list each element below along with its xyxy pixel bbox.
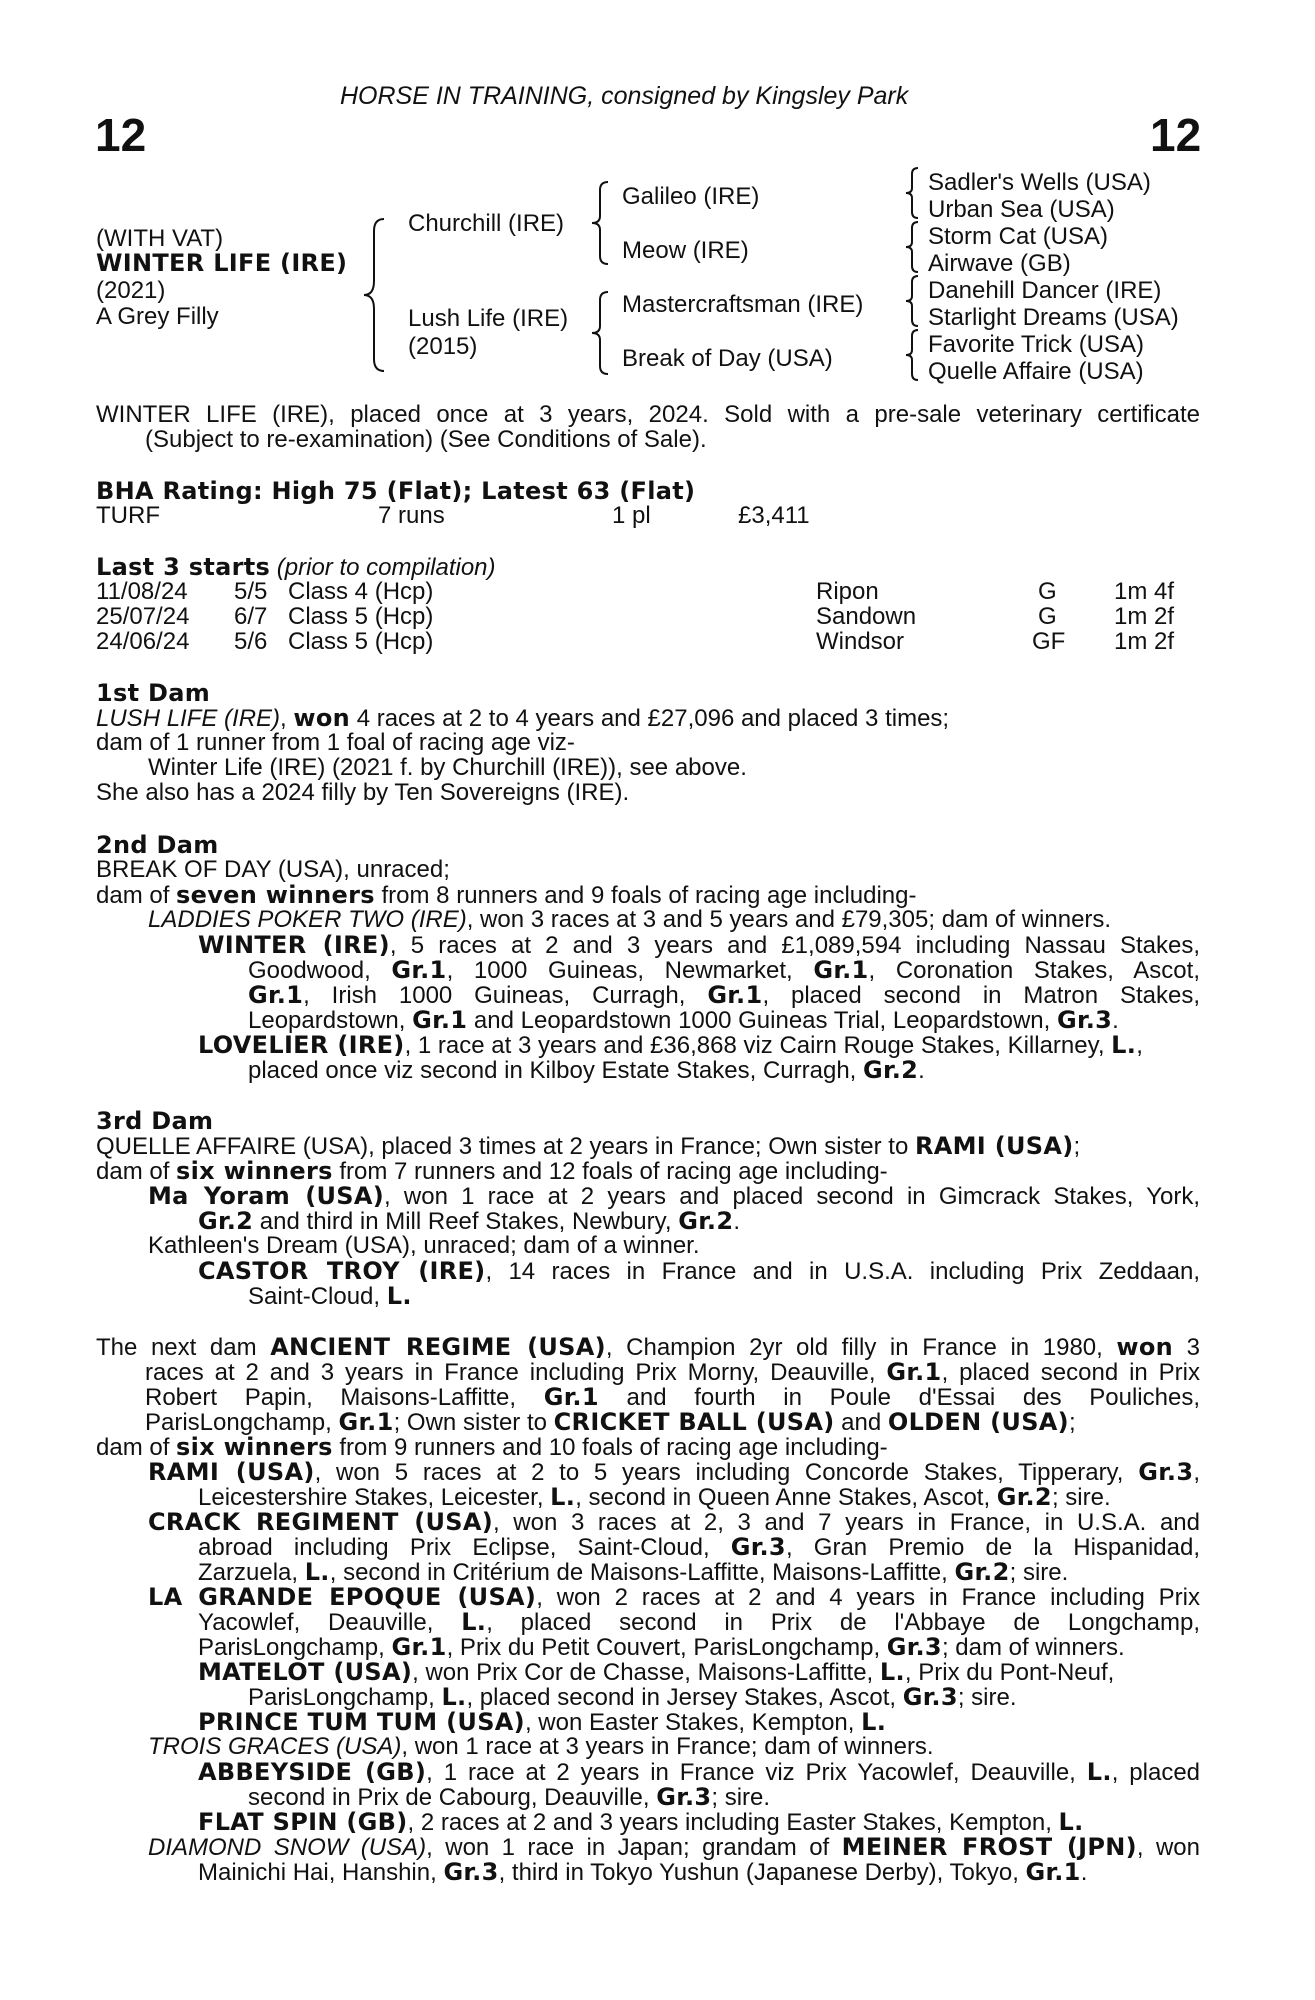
dam3-yoram-line-1 — [148, 1183, 1200, 1209]
abbey-line-1 — [198, 1759, 1200, 1785]
pedigree-sire-sire: Galileo (IRE) — [622, 183, 760, 210]
start-class: Class 5 (Hcp) — [288, 603, 434, 630]
pedigree-brace-g2 — [902, 220, 922, 274]
vat-label: (WITH VAT) — [96, 225, 224, 252]
text: and fourth in Poule d'Essai des Pouliches, — [598, 1384, 1200, 1410]
dam1-heading: 1st Dam — [96, 679, 211, 707]
pedigree-g7: Favorite Trick (USA) — [928, 331, 1145, 358]
listed-label: L. — [441, 1683, 467, 1711]
text: , second in Queen Anne Stakes, Ascot, — [575, 1484, 997, 1511]
listed-label: L. — [861, 1708, 887, 1736]
text: Mainichi Hai, Hanshin, — [198, 1859, 444, 1886]
horse-name-bold: CRACK REGIMENT (USA) — [148, 1509, 494, 1535]
start-course: Sandown — [816, 603, 917, 630]
start-going: G — [1038, 578, 1057, 605]
intro-line-2: (Subject to re-examination) (See Conditions of Sale). — [145, 426, 707, 453]
listed-label: L. — [1058, 1808, 1084, 1836]
text: Leicestershire Stakes, Leicester, — [198, 1484, 551, 1511]
dam3-castor-line-1 — [198, 1258, 1200, 1284]
text: , won 2 races at 2 and 4 years in France including Prix — [536, 1584, 1200, 1610]
text: , won 1 race in Japan; grandam of — [426, 1834, 842, 1860]
text: dam of — [96, 1158, 177, 1185]
start-course: Ripon — [816, 578, 879, 605]
text: dam of — [96, 1434, 177, 1461]
listed-label: L. — [1086, 1759, 1112, 1785]
flat-line — [198, 1809, 1084, 1835]
lot-number-left: 12 — [95, 109, 147, 161]
lot-number-right: 12 — [1150, 109, 1202, 161]
lge-line-1 — [148, 1584, 1200, 1610]
text: second in Prix de Cabourg, Deauville, — [248, 1784, 657, 1811]
dam1-line-1: LUSH LIFE (IRE), won 4 races at 2 to 4 years and £27,096 and placed 3 times; — [96, 704, 950, 732]
horse-name-bold: FLAT SPIN (GB) — [198, 1808, 408, 1836]
grade-label: Gr.2 — [198, 1207, 254, 1235]
dam3-line-2 — [96, 1158, 888, 1184]
matelot-line-2 — [248, 1684, 1017, 1710]
text: , won 3 races at 3 and 5 years and £79,305; dam of winners. — [466, 906, 1112, 933]
start-distance: 1m 2f — [1114, 628, 1175, 655]
text: , Champion 2yr old filly in France in 1980, — [605, 1334, 1117, 1360]
horse-name: WINTER LIFE (IRE) — [96, 249, 348, 277]
grade-label: Gr.3 — [656, 1783, 712, 1811]
last-starts-note: (prior to compilation) — [276, 554, 496, 581]
text: , 14 races in France and in U.S.A. including Prix Zeddaan, — [485, 1258, 1200, 1284]
pedigree-dam: Lush Life (IRE) — [408, 305, 569, 332]
text: , Irish 1000 Guineas, Curragh, — [303, 982, 708, 1008]
grade-label: Gr.3 — [902, 1683, 958, 1711]
text: , placed — [1111, 1759, 1200, 1785]
horse-name-bold: LA GRANDE EPOQUE (USA) — [148, 1584, 537, 1610]
horse-name-bold: RAMI (USA) — [148, 1459, 315, 1485]
text: , Coronation Stakes, Ascot, — [868, 957, 1200, 983]
grade-label: Gr.3 — [1056, 1006, 1113, 1034]
last-starts-heading — [96, 554, 496, 580]
page-header-title: HORSE IN TRAINING, consigned by Kingsley Park — [340, 82, 909, 110]
dam2-line-1: BREAK OF DAY (USA), unraced; — [96, 856, 450, 883]
text: ; dam of winners. — [941, 1634, 1125, 1661]
dam2-lovelier-line-1 — [198, 1032, 1143, 1058]
text: ParisLongchamp, — [145, 1409, 339, 1436]
trois-line — [148, 1734, 934, 1760]
pedigree-sire-dam: Meow (IRE) — [622, 237, 749, 264]
text: . — [733, 1208, 741, 1235]
crack-line-3 — [198, 1559, 1068, 1585]
horse-name-bold: RAMI (USA) — [914, 1132, 1074, 1160]
grade-label: Gr.1 — [391, 1633, 447, 1661]
grade-label: Gr.2 — [996, 1483, 1052, 1511]
text: ; sire. — [957, 1684, 1017, 1711]
text: Yacowlef, Deauville, — [198, 1609, 462, 1635]
text: , second in Critérium de Maisons-Laffitte, Maisons-Laffitte, — [329, 1559, 955, 1586]
grade-label: Gr.1 — [412, 1006, 468, 1034]
grade-label: Gr.2 — [678, 1207, 734, 1235]
horse-name-bold: ABBEYSIDE (GB) — [198, 1759, 427, 1785]
start-class: Class 5 (Hcp) — [288, 628, 434, 655]
horse-name-italic: TROIS GRACES (USA) — [148, 1733, 402, 1760]
dam2-heading: 2nd Dam — [96, 831, 219, 859]
text: , — [1193, 1459, 1200, 1485]
text: , placed second in Jersey Stakes, Ascot, — [466, 1684, 903, 1711]
text: . — [918, 1057, 925, 1084]
dam3-heading: 3rd Dam — [96, 1107, 214, 1135]
dam2-laddies — [148, 907, 1111, 933]
horse-name-bold: CRICKET BALL (USA) — [553, 1408, 835, 1436]
dam2-winter-line-3 — [248, 982, 1200, 1008]
crack-line-1 — [148, 1509, 1200, 1535]
text: , placed second in Matron Stakes, — [762, 982, 1200, 1008]
dam1-line-4: She also has a 2024 filly by Ten Sovereigns (IRE). — [96, 779, 630, 806]
text: , 5 races at 2 and 3 years and £1,089,594 including Nassau Stakes, — [389, 932, 1200, 958]
horse-name-bold: Ma Yoram (USA) — [148, 1183, 385, 1209]
grade-label: Gr.3 — [886, 1633, 942, 1661]
grade-label: Gr.3 — [730, 1534, 786, 1560]
horse-name-bold: MATELOT (USA) — [198, 1658, 413, 1686]
start-date: 25/07/24 — [96, 603, 190, 630]
pedigree-brace-g1 — [902, 166, 922, 220]
grade-label: Gr.1 — [543, 1384, 599, 1410]
pedigree-brace-main — [360, 215, 390, 375]
prince-line — [198, 1709, 886, 1735]
horse-name-bold: ANCIENT REGIME (USA) — [270, 1334, 606, 1360]
intro-line-1: WINTER LIFE (IRE), placed once at 3 years, 2024. Sold with a pre-sale veterinary certificate — [96, 402, 1200, 428]
horse-name-italic: DIAMOND SNOW (USA) — [148, 1834, 427, 1860]
pedigree-brace-g4 — [902, 328, 922, 382]
grade-label: Gr.1 — [248, 982, 304, 1008]
rating-runs: 7 runs — [378, 502, 445, 529]
text: , third in Tokyo Yushun (Japanese Derby), Tokyo, — [498, 1859, 1026, 1886]
rating-placed: 1 pl — [612, 502, 651, 529]
rami-line-1 — [148, 1459, 1200, 1485]
horse-name-bold: MEINER FROST (JPN) — [841, 1834, 1137, 1860]
grade-label: Gr.2 — [863, 1056, 919, 1084]
start-class: Class 4 (Hcp) — [288, 578, 434, 605]
text: ; — [1073, 1133, 1081, 1160]
text: , 2 races at 2 and 3 years including Easter Stakes, Kempton, — [407, 1809, 1059, 1836]
rating-heading: BHA Rating: High 75 (Flat); Latest 63 (Flat) — [96, 477, 696, 505]
dam1-name: LUSH LIFE (IRE) — [96, 705, 281, 732]
rami-line-2 — [198, 1484, 1111, 1510]
horse-name-bold: OLDEN (USA) — [887, 1408, 1069, 1436]
text: ParisLongchamp, — [198, 1634, 392, 1661]
text: , Gran Premio de la Hispanidad, — [785, 1534, 1200, 1560]
pedigree-g2: Urban Sea (USA) — [928, 196, 1115, 223]
dam1-line-2: dam of 1 runner from 1 foal of racing age viz- — [96, 729, 575, 756]
lge-line-3 — [198, 1634, 1125, 1660]
text: from 8 runners and 9 foals of racing age including- — [374, 882, 917, 909]
dam2-winter-line-1 — [198, 932, 1200, 958]
pedigree-brace-sire — [588, 180, 612, 266]
nextdam-line-4 — [145, 1409, 1076, 1435]
pedigree-brace-dam — [588, 290, 612, 376]
horse-year: (2021) — [96, 277, 166, 304]
nextdam-line-2 — [145, 1359, 1200, 1385]
text: Saint-Cloud, — [248, 1283, 387, 1310]
text: ; — [1068, 1409, 1076, 1436]
horse-name-bold: LOVELIER (IRE) — [198, 1031, 405, 1059]
pedigree-g3: Storm Cat (USA) — [928, 223, 1109, 250]
start-going: GF — [1032, 628, 1066, 655]
text: , 1 race at 2 years in France viz Prix Yacowlef, Deauville, — [426, 1759, 1087, 1785]
text: ; Own sister to — [393, 1409, 554, 1436]
text: , 1000 Guineas, Newmarket, — [446, 957, 814, 983]
dam3-yoram-line-2 — [198, 1208, 740, 1234]
grade-label: Gr.3 — [1138, 1459, 1194, 1485]
text: , won Easter Stakes, Kempton, — [524, 1709, 862, 1736]
nextdam-line-5 — [96, 1434, 888, 1460]
nextdam-winners-count: six winners — [176, 1433, 333, 1461]
text: Goodwood, — [248, 957, 392, 983]
last-starts-title: Last 3 starts — [96, 553, 271, 581]
dam1-line-3: Winter Life (IRE) (2021 f. by Churchill (IRE)), see above. — [148, 754, 747, 781]
pedigree-dam-year: (2015) — [408, 333, 478, 360]
pedigree-dam-sire: Mastercraftsman (IRE) — [622, 291, 864, 318]
listed-label: L. — [386, 1282, 412, 1310]
lge-line-2 — [198, 1609, 1200, 1635]
start-date: 11/08/24 — [96, 578, 188, 605]
text: , placed second in Prix de l'Abbaye de Longchamp, — [486, 1609, 1200, 1635]
grade-label: Gr.1 — [1025, 1858, 1081, 1886]
grade-label: Gr.1 — [391, 957, 447, 983]
horse-name-bold: WINTER (IRE) — [198, 932, 390, 958]
dam3-line-1 — [96, 1133, 1080, 1159]
start-distance: 1m 4f — [1114, 578, 1175, 605]
pedigree-g5: Danehill Dancer (IRE) — [928, 277, 1162, 304]
text: ; sire. — [1009, 1559, 1069, 1586]
text: The next dam — [96, 1334, 271, 1360]
text: Robert Papin, Maisons-Laffitte, — [145, 1384, 544, 1410]
start-date: 24/06/24 — [96, 628, 190, 655]
text: . — [1112, 1007, 1119, 1034]
abbey-line-2 — [248, 1784, 770, 1810]
text: abroad including Prix Eclipse, Saint-Cloud, — [198, 1534, 731, 1560]
start-position: 5/6 — [234, 628, 268, 655]
pedigree-g8: Quelle Affaire (USA) — [928, 358, 1144, 385]
start-distance: 1m 2f — [1114, 603, 1175, 630]
text: , won 3 races at 2, 3 and 7 years in France, in U.S.A. and — [493, 1509, 1200, 1535]
dam2-winter-line-2 — [248, 957, 1200, 983]
text: , Prix du Petit Couvert, ParisLongchamp, — [446, 1634, 887, 1661]
text: from 9 runners and 10 foals of racing age including- — [332, 1434, 888, 1461]
horse-description: A Grey Filly — [96, 303, 219, 330]
text: races at 2 and 3 years in France including Prix Morny, Deauville, — [145, 1359, 887, 1385]
horse-name-bold: PRINCE TUM TUM (USA) — [198, 1708, 525, 1736]
grade-label: Gr.1 — [707, 982, 763, 1008]
start-position: 6/7 — [234, 603, 268, 630]
grade-label: Gr.1 — [338, 1408, 394, 1436]
crack-line-2 — [198, 1534, 1200, 1560]
listed-label: L. — [304, 1558, 330, 1586]
text: Leopardstown, — [248, 1007, 413, 1034]
text: , won 1 race at 3 years in France; dam of winners. — [401, 1733, 934, 1760]
text: ; sire. — [711, 1784, 771, 1811]
pedigree-dam-dam: Break of Day (USA) — [622, 345, 833, 372]
start-going: G — [1038, 603, 1057, 630]
dam2-winter-line-4 — [248, 1007, 1119, 1033]
text: and — [834, 1409, 888, 1436]
pedigree-sire: Churchill (IRE) — [408, 210, 565, 237]
text: from 7 runners and 12 foals of racing age including- — [332, 1158, 888, 1185]
nextdam-line-3 — [145, 1384, 1200, 1410]
text: QUELLE AFFAIRE (USA), placed 3 times at 2 years in France; Own sister to — [96, 1133, 915, 1160]
dam2-winners-count: seven winners — [176, 881, 375, 909]
dam3-winners-count: six winners — [176, 1157, 333, 1185]
diamond-line-2 — [198, 1859, 1087, 1885]
text: , won Prix Cor de Chasse, Maisons-Laffitte, — [412, 1659, 880, 1686]
pedigree-g6: Starlight Dreams (USA) — [928, 304, 1179, 331]
text: , placed second in Prix — [941, 1359, 1200, 1385]
text: and Leopardstown 1000 Guineas Trial, Leopardstown, — [467, 1007, 1057, 1034]
start-position: 5/5 — [234, 578, 268, 605]
diamond-line-1 — [148, 1834, 1200, 1860]
dam3-kathleen: Kathleen's Dream (USA), unraced; dam of a winner. — [148, 1232, 700, 1259]
text: ParisLongchamp, — [248, 1684, 442, 1711]
pedigree-g4: Airwave (GB) — [928, 250, 1071, 277]
rating-surface: TURF — [96, 502, 160, 529]
text: , won 1 race at 2 years and placed second in Gimcrack Stakes, York, — [384, 1183, 1200, 1209]
text: , Prix du Pont-Neuf, — [904, 1659, 1115, 1686]
horse-name-italic: LADDIES POKER TWO (IRE) — [148, 906, 467, 933]
listed-label: L. — [1111, 1031, 1137, 1059]
dam1-line-1-rest: 4 races at 2 to 4 years and £27,096 and placed 3 times; — [350, 705, 950, 732]
pedigree-g1: Sadler's Wells (USA) — [928, 169, 1151, 196]
text: and third in Mill Reef Stakes, Newbury, — [253, 1208, 679, 1235]
grade-label: Gr.3 — [443, 1858, 499, 1886]
listed-label: L. — [550, 1483, 576, 1511]
pedigree-brace-g3 — [902, 274, 922, 328]
text: . — [1080, 1859, 1088, 1886]
text: , — [1136, 1032, 1143, 1059]
grade-label: Gr.2 — [954, 1558, 1010, 1586]
dam2-line-2 — [96, 882, 916, 908]
text: Zarzuela, — [198, 1559, 305, 1586]
text: 3 — [1173, 1334, 1200, 1360]
grade-label: Gr.1 — [886, 1359, 942, 1385]
dam3-castor-line-2 — [248, 1283, 412, 1309]
text: ; sire. — [1051, 1484, 1111, 1511]
dam1-won: won — [293, 704, 351, 732]
text: dam of — [96, 882, 177, 909]
horse-name-bold: CASTOR TROY (IRE) — [198, 1258, 486, 1284]
grade-label: Gr.1 — [813, 957, 869, 983]
nextdam-line-1 — [96, 1334, 1200, 1360]
text: , won 5 races at 2 to 5 years including Concorde Stakes, Tipperary, — [314, 1459, 1139, 1485]
rating-earnings: £3,411 — [738, 502, 810, 529]
listed-label: L. — [461, 1609, 487, 1635]
dam2-lovelier-line-2 — [248, 1057, 925, 1083]
start-course: Windsor — [816, 628, 905, 655]
matelot-line-1 — [198, 1659, 1114, 1685]
listed-label: L. — [879, 1658, 905, 1686]
text: , won — [1136, 1834, 1200, 1860]
text: , 1 race at 3 years and £36,868 viz Cairn Rouge Stakes, Killarney, — [404, 1032, 1112, 1059]
text: placed once viz second in Kilboy Estate Stakes, Curragh, — [248, 1057, 863, 1084]
won-label: won — [1116, 1334, 1174, 1360]
